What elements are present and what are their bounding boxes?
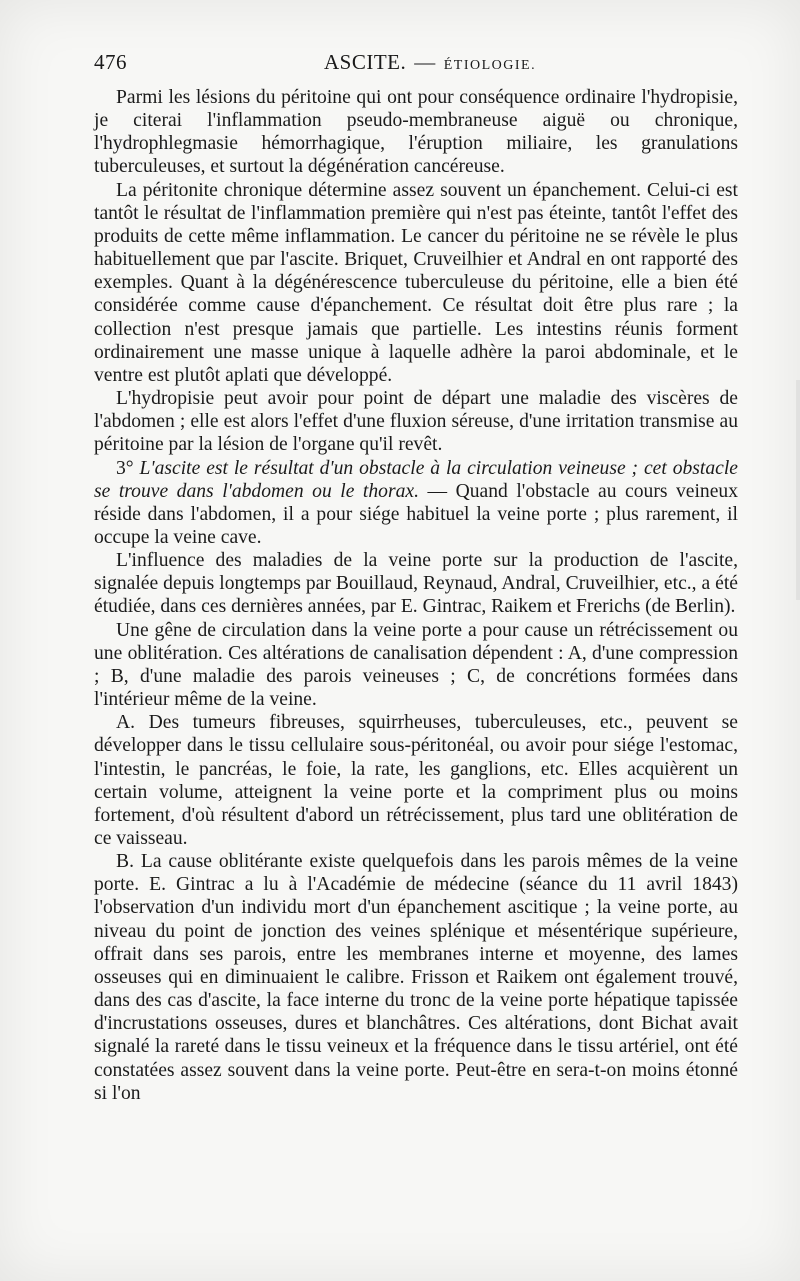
italic-heading: L'ascite est le résultat d'un obstacle à la circulation veineuse ; cet obstacle se trouve dans l'abdomen ou le thorax. [94, 457, 738, 502]
running-head-separator: — [414, 50, 436, 74]
paragraph-continuation: — Quand l'obstacle au cours veineux réside dans l'abdomen, il a pour siége habituel la veine porte ; plus rarement, il occupe la veine cave. [94, 480, 738, 548]
running-head-section: ÉTIOLOGIE. [443, 58, 537, 73]
body-text [94, 86, 738, 1105]
paragraph: B. La cause oblitérante existe quelquefois dans les parois mêmes de la veine porte. E. Gintrac a lu à l'Académie de médecine (séance du 11 avril 1843) l'observation d'un individu mort d'un épanchement ascitique ; la veine porte, au niveau du point de jonction des veines splénique et mésentérique supérieure, offrait dans ses parois, entre les membranes interne et moyenne, des lames osseuses qui en diminuaient le calibre. Frisson et Raikem ont également trouvé, dans des cas d'ascite, la face interne du tronc de la veine porte hépatique tapissée d'incrustations osseuses, dures et blanchâtres. Ces altérations, dont Bichat avait signalé la rareté dans le tissu veineux et la fréquence dans le tissu artériel, ont été constatées assez souvent dans la veine porte. Peut-être en sera-t-on moins étonné si l'on [94, 851, 738, 1104]
paragraph: A. Des tumeurs fibreuses, squirrheuses, tuberculeuses, etc., peuvent se développer dans le tissu cellulaire sous-péritonéal, ou avoir pour siége l'estomac, l'intestin, le pancréas, le foie, la rate, les ganglions, etc. Elles acquièrent un certain volume, atteignent la veine porte et la compriment plus ou moins fortement, d'où résultent d'abord un rétrécissement, plus tard une oblitération de ce vaisseau. [94, 712, 738, 849]
paragraph-number: 3° [116, 457, 134, 479]
page-header [94, 50, 740, 80]
running-head [324, 50, 536, 75]
paragraph: L'hydropisie peut avoir pour point de départ une maladie des viscères de l'abdomen ; elle est alors l'effet d'une fluxion séreuse, d'une irritation transmise au péritoine par la lésion de l'organe qu'il revêt. [94, 388, 738, 456]
paragraph: Une gêne de circulation dans la veine porte a pour cause un rétrécissement ou une oblitération. Ces altérations de canalisation dépendent : A, d'une compression ; B, d'une maladie des parois veineuses ; C, de concrétions formées dans l'intérieur même de la veine. [94, 619, 738, 711]
running-head-title: ASCITE. [324, 50, 407, 74]
page-edge-shadow [796, 380, 800, 600]
paragraph: La péritonite chronique détermine assez souvent un épanchement. Celui-ci est tantôt le résultat de l'inflammation première qui n'est pas éteinte, tantôt l'effet des produits de cette même inflammation. Le cancer du péritoine ne se révèle le plus habituellement que par l'ascite. Briquet, Cruveilhier et Andral en ont rapporté des exemples. Quant à la dégénérescence tuberculeuse du péritoine, elle a bien été considérée comme cause d'épanchement. Ce résultat doit être plus rare ; la collection n'est presque jamais que partielle. Les intestins réunis forment ordinairement une masse unique à laquelle adhère la paroi abdominale, et le ventre est plutôt aplati que développé. [94, 179, 738, 386]
page-number: 476 [94, 50, 127, 74]
numbered-paragraph [94, 457, 738, 550]
paragraph: L'influence des maladies de la veine porte sur la production de l'ascite, signalée depuis longtemps par Bouillaud, Reynaud, Andral, Cruveilhier, etc., a été étudiée, dans ces dernières années, par E. Gintrac, Raikem et Frerichs (de Berlin). [94, 550, 738, 618]
paragraph: Parmi les lésions du péritoine qui ont pour conséquence ordinaire l'hydropisie, je citerai l'inflammation pseudo-membraneuse aiguë ou chronique, l'hydrophlegmasie hémorrhagique, l'éruption miliaire, les granulations tuberculeuses, et surtout la dégénération cancéreuse. [94, 87, 738, 178]
